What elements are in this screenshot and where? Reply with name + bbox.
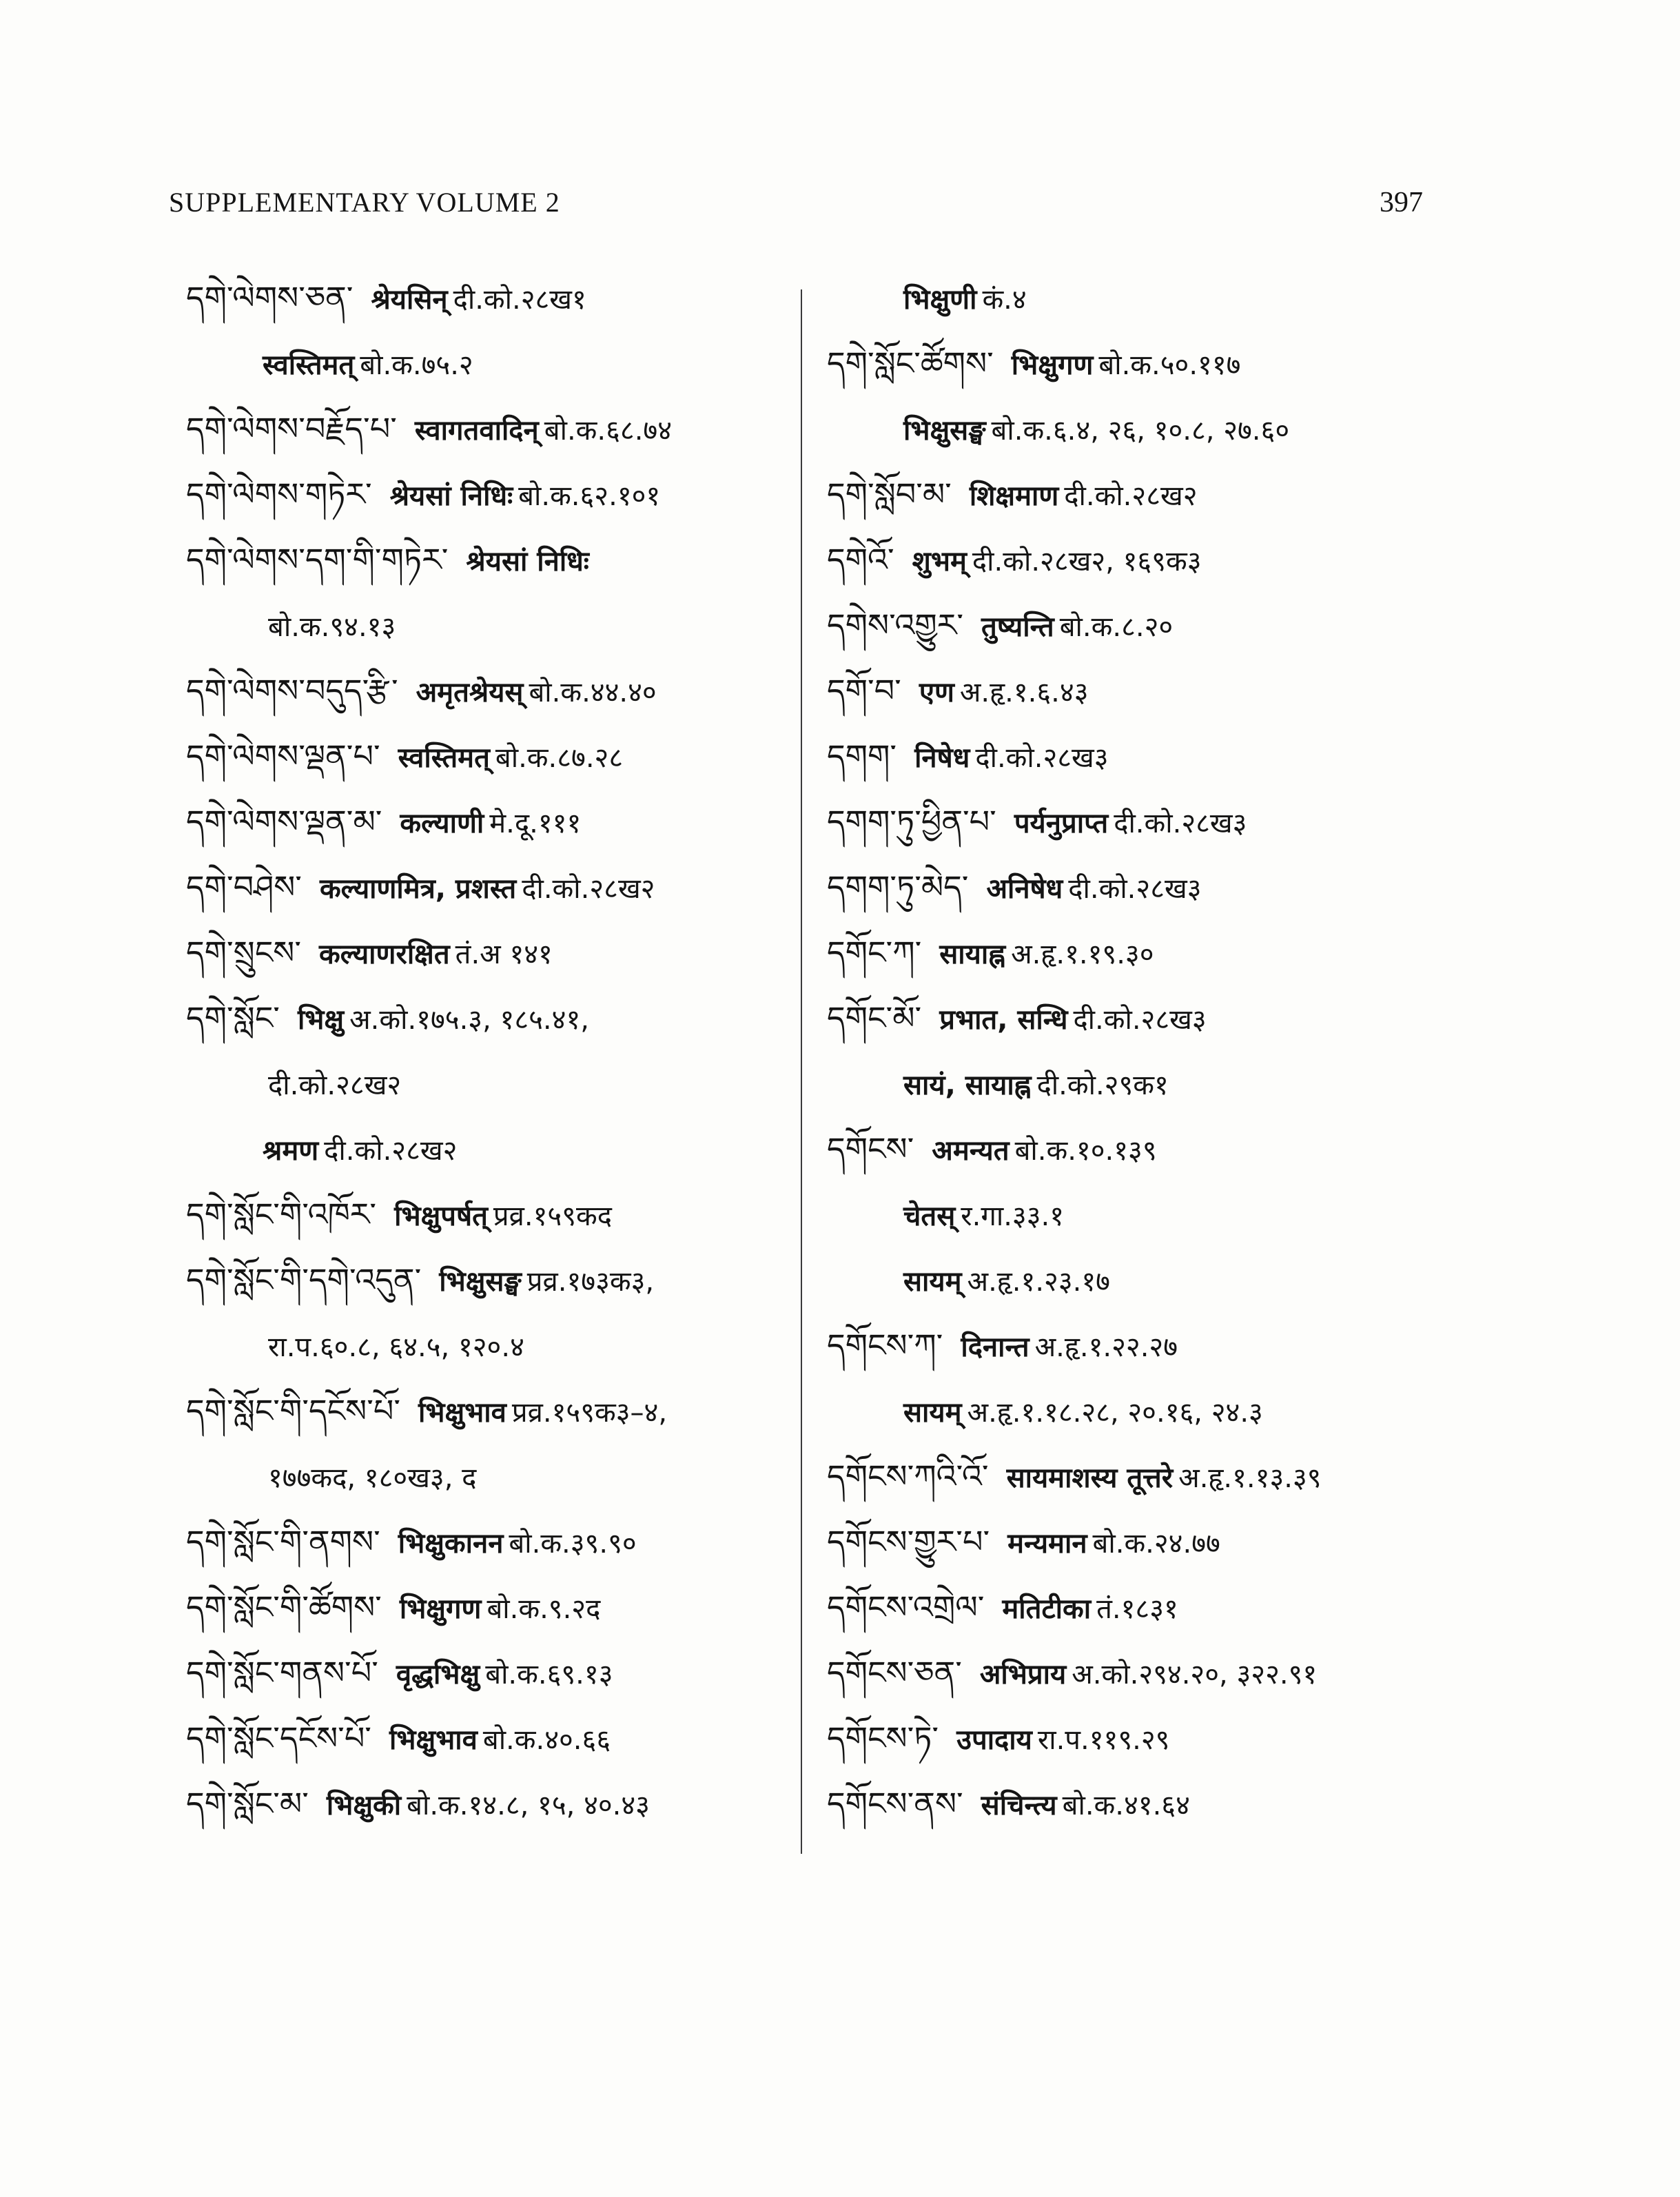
dictionary-entry (827, 855, 1447, 920)
tibetan-headword: དགེ་སྲུངས་ (186, 934, 301, 971)
entry-continuation (186, 1444, 806, 1509)
source-reference: दी.को.२८ख३ (1068, 873, 1202, 905)
sanskrit-equivalent: एण (919, 677, 954, 708)
source-reference: बो.क.६२.१०१ (518, 480, 661, 512)
dictionary-entry (186, 265, 806, 331)
source-reference: बो.क.२४.७७ (1092, 1528, 1220, 1560)
sanskrit-equivalent: भिक्षुगण (1011, 349, 1094, 381)
dictionary-entry (827, 1444, 1447, 1509)
tibetan-headword: དགེ་སློང་ཚོགས་ (827, 345, 994, 382)
sanskrit-equivalent: सायं, सायाह्न (903, 1070, 1032, 1101)
source-reference: बो.क.१४.८, १५, ४०.४३ (407, 1790, 650, 1821)
dictionary-entry (186, 789, 806, 855)
entry-continuation (186, 1116, 806, 1182)
tibetan-headword: དགོངས་ཀའི་འོ་ (827, 1458, 989, 1495)
source-reference: बो.क.८.२० (1059, 611, 1174, 643)
source-reference: दी.को.२९क१ (1036, 1070, 1169, 1101)
source-reference: दी.को.२८ख३ (1073, 1004, 1207, 1036)
tibetan-headword: དགོངས་ (827, 1130, 914, 1167)
source-reference: १७७कद, १८०ख३, द (268, 1462, 477, 1494)
dictionary-entry (186, 1575, 806, 1640)
entry-continuation (186, 1051, 806, 1116)
sanskrit-equivalent: भिक्षु (297, 1004, 345, 1036)
sanskrit-equivalent: शुभम् (912, 546, 967, 578)
sanskrit-equivalent: कल्याणी (400, 808, 484, 839)
dictionary-entry (186, 1640, 806, 1706)
sanskrit-equivalent: अनिषेध (986, 873, 1063, 905)
tibetan-headword: དགེ་ལེགས་ཅན་ (186, 279, 354, 316)
sanskrit-equivalent: स्वागतवादिन् (414, 415, 539, 447)
source-reference: बो.क.१०.१३९ (1014, 1135, 1157, 1167)
dictionary-entry (186, 527, 806, 593)
entry-continuation (827, 1378, 1447, 1444)
dictionary-entry (827, 1706, 1447, 1771)
tibetan-headword: དགེ་སློང་གི་འཁོར་ (186, 1196, 377, 1233)
dictionary-entry (186, 985, 806, 1051)
sanskrit-equivalent: मतिटीका (1002, 1593, 1092, 1625)
sanskrit-equivalent: निषेध (914, 742, 970, 774)
sanskrit-equivalent: अमृतश्रेयस् (416, 677, 524, 708)
tibetan-headword: དགེ་ལེགས་གཏེར་ (186, 476, 372, 513)
entry-continuation (186, 331, 806, 396)
source-reference: प्रव्र.१५९क३–४, (511, 1397, 668, 1429)
dictionary-entry (827, 724, 1447, 789)
source-reference: अ.हृ.१.१३.३९ (1178, 1462, 1322, 1494)
dictionary-entry (186, 920, 806, 985)
tibetan-headword: དགེ་བཤེས་ (186, 868, 302, 906)
tibetan-headword: དགེ་སློང་གི་ནགས་ (186, 1523, 380, 1560)
source-reference: अ.हृ.१.१८.२८, २०.१६, २४.३ (967, 1397, 1263, 1429)
dictionary-entry (827, 527, 1447, 593)
source-reference: तं.अ १४१ (455, 939, 553, 970)
source-reference: रा.प.६०.८, ६४.५, १२०.४ (268, 1331, 524, 1363)
source-reference: बो.क.४१.६४ (1062, 1790, 1190, 1821)
sanskrit-equivalent: भिक्षुसङ्घ (903, 415, 986, 447)
source-reference: मे.दू.१११ (489, 808, 582, 839)
source-reference: दी.को.२८ख२ (522, 873, 655, 905)
dictionary-entry (186, 1706, 806, 1771)
source-reference: बो.क.४४.४० (529, 677, 657, 708)
tibetan-headword: དགོངས་ནས་ (827, 1785, 963, 1822)
tibetan-headword: དགེ་ལེགས་ལྡན་མ་ (186, 803, 382, 840)
tibetan-headword: དགོངས་ཅན་ (827, 1654, 962, 1691)
tibetan-headword: དགེ་ལེགས་དག་གི་གཏེར་ (186, 541, 449, 578)
sanskrit-equivalent: सायाह्न (939, 939, 1006, 970)
sanskrit-equivalent: भिक्षुभाव (418, 1397, 506, 1429)
sanskrit-equivalent: भिक्षुसङ्घ (439, 1266, 522, 1298)
dictionary-entry (827, 462, 1447, 527)
source-reference: अ.को.१७५.३, १८५.४१, (349, 1004, 589, 1036)
source-reference: अ.हृ.१.२२.२७ (1034, 1331, 1178, 1363)
source-reference: दी.को.२८ख३ (1114, 808, 1247, 839)
sanskrit-equivalent: चेतस् (903, 1200, 956, 1232)
sanskrit-equivalent: भिक्षुकानन (398, 1528, 504, 1560)
sanskrit-equivalent: सायम् (903, 1397, 962, 1429)
tibetan-headword: དགེས་འགྱུར་ (827, 606, 964, 644)
source-reference: तं.१८३१ (1096, 1593, 1178, 1625)
dictionary-entry (186, 1182, 806, 1247)
dictionary-entry (186, 1378, 806, 1444)
tibetan-headword: དགེ་སློང་གི་དགེ་འདུན་ (186, 1261, 422, 1298)
sanskrit-equivalent: भिक्षुणी (903, 284, 977, 316)
source-reference: बो.क.७५.२ (360, 349, 473, 381)
source-reference: दी.को.२८ख२, १६९क३ (972, 546, 1202, 578)
source-reference: बो.क.८७.२८ (495, 742, 624, 774)
sanskrit-equivalent: भिक्षुगण (399, 1593, 482, 1625)
source-reference: दी.को.२८ख२ (324, 1135, 458, 1167)
dictionary-entry (186, 658, 806, 724)
sanskrit-equivalent: मन्यमान (1007, 1528, 1087, 1560)
entry-continuation (186, 593, 806, 658)
sanskrit-equivalent: अमन्यत (932, 1135, 1010, 1167)
source-reference: दी.को.२८ख१ (453, 284, 586, 316)
source-reference: बो.क.९४.१३ (268, 611, 396, 643)
sanskrit-equivalent: श्रेयसां निधिः (466, 546, 589, 578)
tibetan-headword: དགེ་སློང་གི་དངོས་པོ་ (186, 1392, 401, 1429)
sanskrit-equivalent: पर्यनुप्राप्त (1014, 808, 1109, 839)
sanskrit-equivalent: शिक्षमाण (969, 480, 1059, 512)
entry-continuation (827, 1247, 1447, 1313)
tibetan-headword: དགེ་སློང་ (186, 999, 280, 1036)
tibetan-headword: དགོངས་གྱུར་པ་ (827, 1523, 990, 1560)
tibetan-headword: དགོང་མོ་ (827, 999, 922, 1036)
dictionary-entry (827, 1771, 1447, 1837)
source-reference: रा.प.११९.२९ (1037, 1724, 1170, 1756)
tibetan-headword: དགག་ཏུ་ཕྱིན་པ་ (827, 803, 996, 840)
source-reference: बो.क.४०.६६ (482, 1724, 611, 1756)
source-reference: अ.हृ.१.२३.१७ (967, 1266, 1110, 1298)
tibetan-headword: དགོངས་འགྲེལ་ (827, 1588, 985, 1626)
tibetan-headword: དགོ་བ་ (827, 672, 901, 709)
dictionary-entry (186, 1771, 806, 1837)
dictionary-entry (186, 462, 806, 527)
source-reference: बो.क.३९.९० (509, 1528, 637, 1560)
source-reference: अ.को.२९४.२०, ३२२.९१ (1072, 1659, 1318, 1690)
dictionary-entry (827, 1116, 1447, 1182)
source-reference: दी.को.२८ख३ (975, 742, 1109, 774)
entry-continuation (827, 396, 1447, 462)
dictionary-entry (827, 1640, 1447, 1706)
source-reference: बो.क.५०.११७ (1098, 349, 1241, 381)
dictionary-entry (827, 1313, 1447, 1378)
tibetan-headword: དགེ་སློང་གི་ཚོགས་ (186, 1588, 382, 1626)
tibetan-headword: དགོང་ཀ་ (827, 934, 922, 971)
tibetan-headword: དགེ་སློང་གནས་པོ་ (186, 1654, 378, 1691)
dictionary-entry (827, 331, 1447, 396)
source-reference: अ.हृ.१.६.४३ (959, 677, 1089, 708)
sanskrit-equivalent: सायम् (903, 1266, 962, 1298)
source-reference: र.गा.३३.१ (961, 1200, 1065, 1232)
sanskrit-equivalent: श्रमण (263, 1135, 319, 1167)
running-head-title: SUPPLEMENTARY VOLUME 2 (169, 187, 560, 218)
sanskrit-equivalent: अभिप्राय (979, 1659, 1067, 1690)
tibetan-headword: དགེ་སློང་དངོས་པོ་ (186, 1719, 371, 1757)
tibetan-headword: དགག་ཏུ་མེད་ (827, 868, 969, 906)
tibetan-headword: དགེའོ་ (827, 541, 894, 578)
sanskrit-equivalent: संचिन्त्य (981, 1790, 1057, 1821)
sanskrit-equivalent: प्रभात, सन्धि (939, 1004, 1068, 1036)
source-reference: अ.हृ.१.१९.३० (1011, 939, 1154, 970)
source-reference: बो.क.९.२द (486, 1593, 601, 1625)
tibetan-headword: དགེ་ལེགས་བརྗོད་པ་ (186, 410, 397, 447)
tibetan-headword: དགེ་ལེགས་བདུད་རྩི་ (186, 672, 398, 709)
source-reference: दी.को.२८ख२ (1064, 480, 1198, 512)
source-reference: दी.को.२८ख२ (268, 1070, 402, 1101)
sanskrit-equivalent: श्रेयसां निधिः (389, 480, 513, 512)
dictionary-entry (827, 593, 1447, 658)
dictionary-entry (827, 1509, 1447, 1575)
sanskrit-equivalent: भिक्षुकी (326, 1790, 402, 1821)
page-number: 397 (1380, 187, 1423, 218)
dictionary-entry (827, 789, 1447, 855)
sanskrit-equivalent: उपादाय (956, 1724, 1032, 1756)
sanskrit-equivalent: दिनान्त (961, 1331, 1029, 1363)
dictionary-entry (186, 724, 806, 789)
dictionary-entry (827, 658, 1447, 724)
column-divider (801, 289, 802, 1854)
source-reference: प्रव्र.१५९कद (493, 1200, 612, 1232)
tibetan-headword: དགེ་ལེགས་ལྡན་པ་ (186, 737, 380, 775)
source-reference: प्रव्र.१७३क३, (526, 1266, 655, 1298)
sanskrit-equivalent: भिक्षुपर्षत् (394, 1200, 488, 1232)
sanskrit-equivalent: तुष्यन्ति (981, 611, 1054, 643)
dictionary-entry (827, 985, 1447, 1051)
source-reference: कं.४ (982, 284, 1027, 316)
entry-continuation (186, 1313, 806, 1378)
dictionary-entry (186, 855, 806, 920)
sanskrit-equivalent: कल्याणमित्र, प्रशस्त (319, 873, 517, 905)
entry-continuation (827, 1051, 1447, 1116)
entry-continuation (827, 265, 1447, 331)
dictionary-entry (827, 1575, 1447, 1640)
running-head (169, 186, 1423, 227)
dictionary-entry (186, 1247, 806, 1313)
left-column (186, 265, 806, 1837)
dictionary-entry (827, 920, 1447, 985)
dictionary-entry (186, 1509, 806, 1575)
tibetan-headword: དགོངས་ཀ་ (827, 1327, 943, 1364)
sanskrit-equivalent: भिक्षुभाव (389, 1724, 478, 1756)
sanskrit-equivalent: स्वस्तिमत् (263, 349, 355, 381)
source-reference: बो.क.६.४, २६, १०.८, २७.६० (991, 415, 1290, 447)
source-reference: बो.क.६८.७४ (544, 415, 673, 447)
entry-continuation (827, 1182, 1447, 1247)
sanskrit-equivalent: श्रेयसिन् (371, 284, 448, 316)
dictionary-entry (186, 396, 806, 462)
source-reference: बो.क.६९.१३ (485, 1659, 613, 1690)
tibetan-headword: དགོངས་ཏེ་ (827, 1719, 939, 1757)
tibetan-headword: དགེ་སློབ་མ་ (827, 476, 952, 513)
sanskrit-equivalent: स्वस्तिमत् (398, 742, 490, 774)
sanskrit-equivalent: वृद्धभिक्षु (396, 1659, 480, 1690)
sanskrit-equivalent: कल्याणरक्षित (318, 939, 450, 970)
tibetan-headword: དགེ་སློང་མ་ (186, 1785, 309, 1822)
tibetan-headword: དགག་ (827, 737, 897, 775)
right-column (827, 265, 1447, 1837)
sanskrit-equivalent: सायमाशस्य तूत्तरे (1006, 1462, 1174, 1494)
